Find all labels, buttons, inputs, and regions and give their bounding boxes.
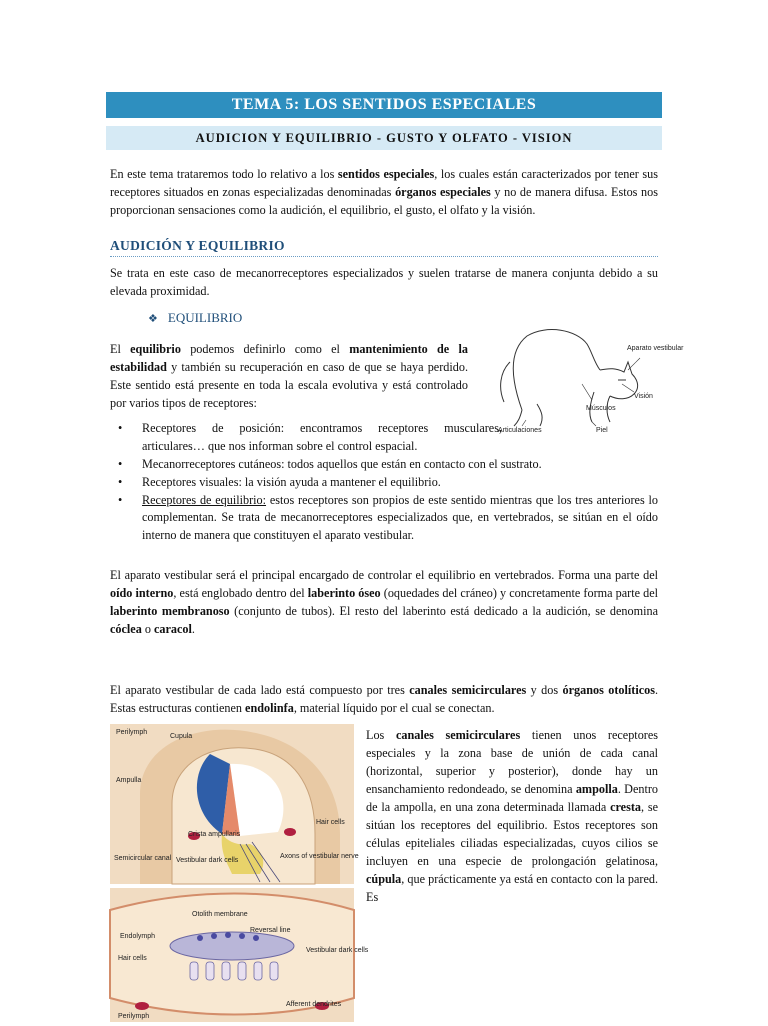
label-cupula: Cupula: [170, 733, 193, 740]
label-axons: Axons of vestibular nerve: [280, 853, 359, 860]
apa-text-1: El aparato vestibular de cada lado está compuesto por tres: [110, 683, 410, 697]
equilibrio-paragraph: [110, 340, 468, 412]
eq-bold-1: equilibrio: [130, 342, 181, 356]
vest-bold-2: laberinto óseo: [307, 586, 381, 600]
label-reversal: Reversal line: [250, 927, 291, 934]
dark-cell-right: [284, 828, 296, 836]
intro-text-3: y no de manera difusa. Estos nos proporcionan sensaciones como la audición, el equilibrio, el gusto, el olfato y la visión.: [110, 185, 658, 217]
ampulla-figure: [110, 724, 359, 884]
vestibular-paragraph: [110, 566, 658, 638]
label-ampulla: Ampulla: [116, 777, 142, 784]
label-musculos: Músculos: [586, 405, 616, 412]
apa-text-4: , material líquido por el cual se conectan.: [293, 701, 495, 715]
cat-tail: [501, 362, 510, 402]
canales-paragraph: [366, 726, 658, 906]
can-text-5: , que prácticamente ya está en contacto con la pared. Es: [366, 872, 658, 904]
list-item: • Mecanorreceptores cutáneos: todos aquellos que están en contacto con el sustrato.: [112, 456, 658, 474]
label-semicircular: Semicircular canal: [114, 855, 172, 862]
receptor-list: [112, 420, 658, 545]
eq-text-2: podemos definirlo como el: [180, 342, 350, 356]
vest-text-2: , está englobado dentro del: [173, 586, 308, 600]
vest-bold-4: cóclea: [110, 622, 142, 636]
can-bold-4: cúpula: [366, 872, 402, 886]
vest-text-3: (oquedades del cráneo) y concretamente forma parte del: [380, 586, 658, 600]
bullet-underline: Receptores de equilibrio:: [142, 492, 267, 507]
label-articulaciones: Articulaciones: [498, 427, 542, 434]
label-endolymph: Endolymph: [120, 933, 156, 940]
label-hair-cells: Hair cells: [316, 819, 345, 826]
bullet-text-4: estos receptores son propios de este sentido mientras que los tres anteriores lo complementan. Se trata de mecanorreceptores especializados que, en vertebrados, se sitúan en el oído interno de manera que constituyen el aparato vestibular.: [142, 492, 658, 542]
label-aparato: Aparato vestibular: [627, 345, 684, 352]
label-perilymph-2: Perilymph: [118, 1013, 150, 1020]
label-vision: Visión: [634, 393, 653, 400]
aparato-paragraph: [110, 681, 658, 717]
subheading-equilibrio-label: EQUILIBRIO: [167, 310, 243, 325]
intro-bold-1: sentidos especiales: [337, 167, 435, 181]
can-text-2: tienen unos receptores especiales y la zona base de unión de cada canal (horizontal, superior y posterior), donde hay un ensanchamiento redondeado, se denomina: [366, 728, 659, 796]
audicion-paragraph: [110, 264, 658, 300]
label-piel: Piel: [596, 427, 608, 434]
can-text-1: Los: [366, 728, 396, 742]
pointer-line-vision: [622, 384, 634, 392]
vest-text-4: (conjunto de tubos). El resto del laberinto está dedicado a la audición, se denomina: [229, 604, 658, 618]
can-bold-1: canales semicirculares: [395, 728, 521, 742]
eq-text-1: El: [110, 342, 131, 356]
page-subtitle: AUDICION Y EQUILIBRIO - GUSTO Y OLFATO - VISION: [106, 126, 662, 150]
apa-bold-3: endolinfa: [245, 701, 294, 715]
apa-bold-1: canales semicirculares: [409, 683, 527, 697]
apa-text-2: y dos: [526, 683, 563, 697]
eq-text-3: y también su recuperación en caso de que se haya perdido. Este sentido está presente en toda la escala evolutiva y está controlado por varios tipos de receptores:: [110, 360, 468, 410]
intro-text-1: En este tema trataremos todo lo relativo a los: [110, 167, 338, 181]
label-dark-cells: Vestibular dark cells: [176, 857, 239, 864]
apa-bold-2: órganos otolíticos: [562, 683, 655, 697]
intro-paragraph: [110, 165, 658, 219]
subheading-equilibrio: [148, 310, 242, 326]
eq-bold-2: mantenimiento de la estabilidad: [110, 342, 468, 374]
bullet-text-1: • Receptores de posición: encontramos receptores musculares, articulares… que nos informan sobre el control espacial.: [142, 421, 502, 453]
can-bold-2: ampolla: [575, 782, 618, 796]
cat-back-line: [513, 330, 600, 410]
otolith-membrane: [170, 932, 294, 960]
intro-bold-2: órganos especiales: [395, 185, 491, 199]
pointer-line-muscles: [582, 384, 592, 400]
can-text-4: , se sitúan los receptores del equilibrio. Estos receptores son células epiteliales ciliadas especializadas, cuyos cilios se incluyen en una especie de prolongación gelatinosa,: [366, 800, 659, 868]
section-title-audicion: AUDICIÓN Y EQUILIBRIO: [110, 238, 658, 257]
vest-bold-3: laberinto membranoso: [110, 604, 230, 618]
list-item: • Receptores visuales: la visión ayuda a mantener el equilibrio.: [112, 474, 658, 492]
intro-text-2: , los cuales están caracterizados por tener sus receptores situados en zonas especializadas denominadas: [110, 167, 659, 199]
label-perilymph: Perilymph: [116, 729, 148, 736]
otolith-figure: [110, 888, 369, 1022]
label-hair-cells-2: Hair cells: [118, 955, 147, 962]
can-text-3: . Dentro de la ampolla, en una zona determinada llamada: [366, 782, 659, 814]
vest-text-6: .: [191, 622, 195, 636]
page-title: TEMA 5: LOS SENTIDOS ESPECIALES: [106, 92, 662, 118]
apa-text-3: . Estas estructuras contienen: [110, 683, 659, 715]
list-item: [112, 492, 658, 545]
vest-bold-1: oído interno: [110, 586, 174, 600]
vest-text-5: o: [141, 622, 154, 636]
audicion-text: Se trata en este caso de mecanorreceptores especializados y suelen tratarse de manera conjunta debido a su elevada proximidad.: [110, 266, 658, 298]
pointer-line-vestibular: [628, 358, 640, 370]
dark-cell-left-2: [135, 1002, 149, 1010]
can-bold-3: cresta: [610, 800, 641, 814]
label-dark-cells-2: Vestibular dark cells: [306, 947, 369, 954]
vest-bold-5: caracol: [154, 622, 192, 636]
list-item: [112, 420, 658, 455]
vest-text-1: El aparato vestibular será el principal encargado de controlar el equilibrio en vertebrados. Forma una parte del: [110, 568, 658, 582]
label-afferent: Afferent dendrites: [286, 1001, 342, 1008]
label-otolith: Otolith membrane: [192, 911, 248, 918]
cat-balance-figure: [482, 322, 684, 434]
label-crista: Crista ampullaris: [188, 831, 241, 838]
diamond-bullet-icon: ❖: [148, 313, 158, 325]
